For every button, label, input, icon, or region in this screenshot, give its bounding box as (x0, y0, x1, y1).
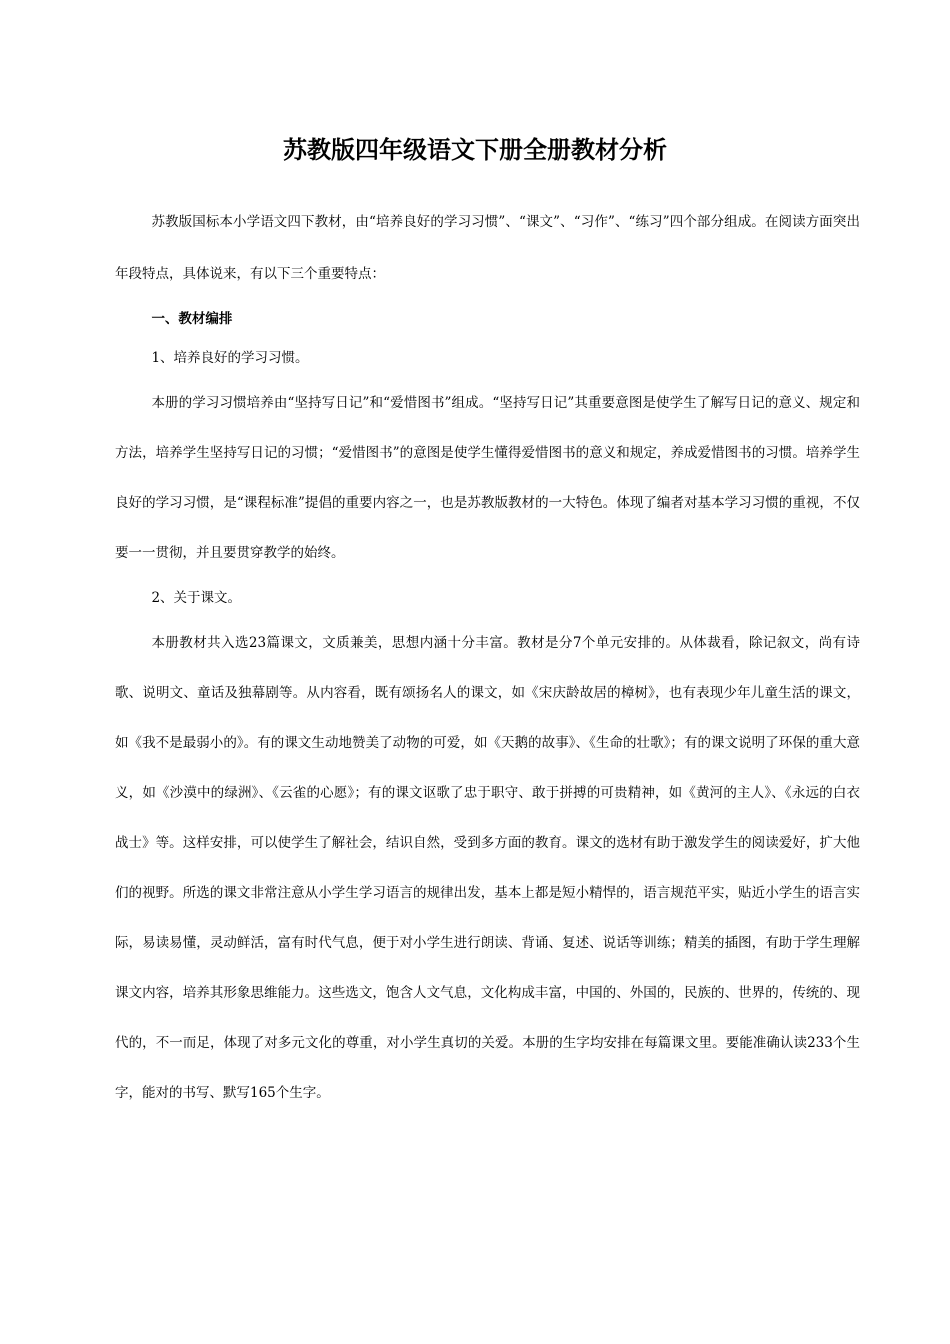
study-habits-paragraph: 本册的学习习惯培养由“坚持写日记”和“爱惜图书”组成。“坚持写日记”其重要意图是使学生了解写日记的意义、规定和方法，培养学生坚持写日记的习惯；“爱惜图书”的意图是使学生懂得爱惜图书的意义和规定，养成爱惜图书的习惯。培养学生良好的学习习惯，是“课程标准”提倡的重要内容之一，也是苏教版教材的一大特色。体现了编者对基本学习习惯的重视，不仅要一一贯彻，并且要贯穿教学的始终。 (115, 395, 860, 561)
texts-paragraph: 本册教材共入选23篇课文，文质兼美，思想内涵十分丰富。教材是分7个单元安排的。从体裁看，除记叙文，尚有诗歌、说明文、童话及独幕剧等。从内容看，既有颂扬名人的课文，如《宋庆龄故居的樟树》，也有表现少年儿童生活的课文，如《我不是最弱小的》。有的课文生动地赞美了动物的可爱，如《天鹅的故事》、《生命的壮歌》；有的课文说明了环保的重大意义，如《沙漠中的绿洲》、《云雀的心愿》；有的课文讴歌了忠于职守、敢于拼搏的可贵精神，如《黄河的主人》、《永远的白衣战士》等。这样安排，可以使学生了解社会，结识自然，受到多方面的教育。课文的选材有助于激发学生的阅读爱好，扩大他们的视野。所选的课文非常注意从小学生学习语言的规律出发，基本上都是短小精悍的，语言规范平实，贴近小学生的语言实际，易读易懂，灵动鲜活，富有时代气息，便于对小学生进行朗读、背诵、复述、说话等训练；精美的插图，有助于学生理解课文内容，培养其形象思维能力。这些选文，饱含人文气息，文化构成丰富，中国的、外国的，民族的、世界的，传统的、现代的，不一而足，体现了对多元文化的尊重，对小学生真切的关爱。本册的生字均安排在每篇课文里。要能准确认读233个生字，能对的书写、默写165个生字。 (115, 635, 860, 1101)
document-body (115, 196, 860, 1118)
intro-paragraph: 苏教版国标本小学语文四下教材，由“培养良好的学习习惯”、“课文”、“习作”、“练习”四个部分组成。在阅读方面突出年段特点，具体说来，有以下三个重要特点： (115, 214, 860, 282)
section-heading-textbook-arrangement: 一、教材编排 (151, 311, 233, 327)
subsection-heading-study-habits: 1、培养良好的学习习惯。 (151, 350, 309, 366)
document-title: 苏教版四年级语文下册全册教材分析 (283, 136, 667, 164)
subsection-heading-texts: 2、关于课文。 (151, 590, 242, 606)
